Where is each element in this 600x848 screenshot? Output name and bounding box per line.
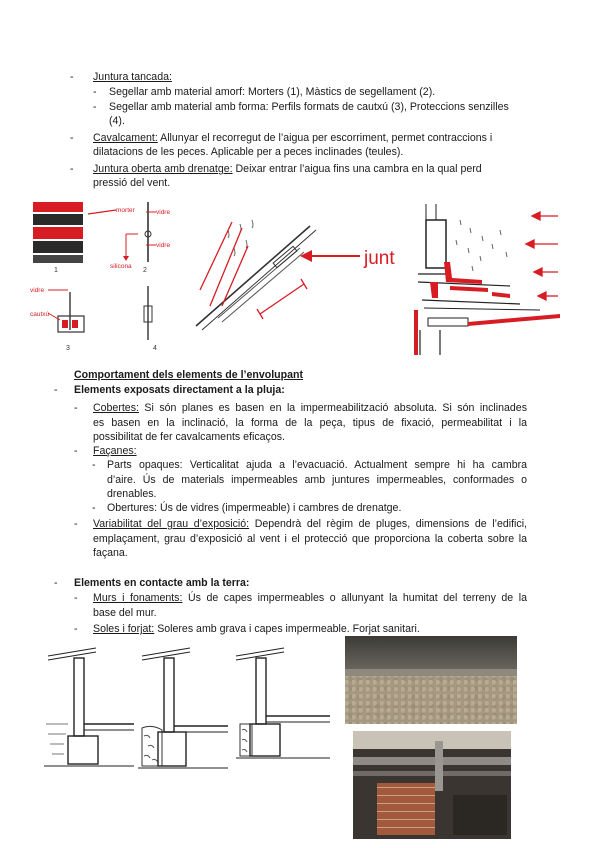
cavalcament-text: Allunyar el recorregut de l’aigua per escorriment, permet contraccions i	[157, 132, 493, 144]
variabilitat-label: Variabilitat del grau d’exposició:	[93, 518, 250, 530]
dimension-line	[257, 279, 307, 319]
subsection-heading: Elements exposats directament a la pluja:	[74, 384, 285, 396]
gravel-layer	[345, 673, 517, 724]
soles-text: Soleres amb grava i capes impermeable. Forjat sanitari.	[154, 623, 420, 635]
bullet-dash: -	[70, 71, 74, 83]
foundation-sketch-3	[236, 648, 330, 758]
cobertes-text: Si són planes es basen en la impermeabilització absoluta. Si són inclinades	[138, 402, 527, 414]
list-item: possibilitat de fer cavalcaments eficaços.	[93, 431, 285, 444]
cobertes-paragraph	[93, 401, 527, 445]
bullet-dash: -	[92, 502, 96, 514]
dark-void	[453, 795, 507, 835]
foundation-sketch-2	[138, 648, 228, 768]
bullet-dash: -	[74, 402, 78, 414]
label-morter: morter	[116, 207, 135, 214]
pipe-horizontal	[353, 771, 511, 776]
murs-paragraph	[93, 591, 527, 620]
drained-joint-figure	[410, 200, 560, 355]
cobertes-label: Cobertes:	[93, 402, 139, 414]
mortar-joint-sketch	[33, 202, 116, 263]
juntura-oberta-line	[93, 162, 482, 177]
brick-pillar	[377, 783, 435, 835]
label-n4: 4	[153, 345, 157, 352]
joint-types-figure	[28, 200, 178, 360]
soles-label: Soles i forjat:	[93, 623, 155, 635]
label-vidre-c: vidre	[30, 287, 45, 294]
bullet-dash: -	[54, 384, 58, 396]
list-item: emplaçament, grau d’exposició al vent i el protecció que proporciona la coberta sobre la	[93, 532, 527, 545]
cavalcament-line	[93, 131, 492, 146]
bullet-dash: -	[93, 86, 97, 98]
section-heading: Comportament dels elements de l’envolupant	[74, 369, 303, 381]
list-item: es basen en la inclinació, la forma de la peça, tipus de fixació, permeabilitat i la	[93, 416, 527, 429]
bullet-dash: -	[74, 623, 78, 635]
sanitary-slab-photo	[353, 731, 511, 839]
gravel-slab-photo	[345, 636, 517, 724]
bullet-dash: -	[54, 577, 58, 589]
juntura-oberta-text: Deixar entrar l’aigua fins una cambra en la qual perd	[232, 163, 482, 175]
list-item: pressió del vent.	[93, 177, 171, 189]
junt-arrow	[300, 250, 360, 262]
rain-drops	[456, 220, 507, 271]
bullet-dash: -	[74, 592, 78, 604]
pipe-vertical	[435, 741, 443, 791]
subsection-heading: Elements en contacte amb la terra:	[74, 577, 250, 589]
foundation-sketch-1	[44, 648, 134, 766]
list-item: Segellar amb material amb forma: Perfils formats de cautxú (3), Proteccions senzilles	[109, 101, 509, 113]
bullet-dash: -	[74, 518, 78, 530]
simple-protection-sketch	[144, 286, 152, 340]
drip-arrows	[200, 222, 248, 306]
bullet-dash: -	[74, 445, 78, 457]
juntura-oberta-label: Juntura oberta amb drenatge:	[93, 163, 233, 175]
bullet-dash: -	[92, 459, 96, 471]
facanes-label: Façanes:	[93, 445, 137, 457]
list-item: base del mur.	[93, 606, 157, 619]
variabilitat-text: Dependrà del règim de pluges, dimensions de l’edifici,	[249, 518, 527, 530]
label-n1: 1	[54, 267, 58, 274]
label-silicona: silicona	[110, 263, 132, 270]
murs-text: Ús de capes impermeables o allunyant la humitat del terreny de la	[182, 592, 527, 604]
label-vidre-a: vidre	[156, 209, 171, 216]
label-cautxu: cautxú	[30, 311, 50, 318]
bullet-dash: -	[70, 163, 74, 175]
slab-underside	[353, 731, 511, 749]
murs-label: Murs i fonaments:	[93, 592, 183, 604]
soles-line	[93, 622, 420, 637]
list-item: Segellar amb material amorf: Morters (1), Màstics de segellament (2).	[109, 86, 436, 98]
parts-opaques-paragraph	[107, 458, 527, 502]
overlapping-panels-sketch	[196, 220, 316, 330]
pipe-horizontal	[353, 757, 511, 765]
label-vidre-b: vidre	[156, 242, 171, 249]
list-item: dilatacions de les peces. Aplicable per a peces inclinades (teules).	[93, 146, 404, 158]
label-junt: junt	[364, 248, 395, 269]
variabilitat-paragraph	[93, 517, 527, 561]
foundation-sketches-figure	[44, 644, 334, 774]
slab-edge	[345, 669, 517, 676]
rubber-profile-sketch	[48, 290, 84, 332]
list-item: drenables.	[107, 488, 157, 501]
list-item: d’aire. Ús de materials impermeables amb juntures impermeables, conformades o	[107, 473, 527, 486]
wind-arrows	[526, 212, 558, 300]
wall-section-sketch	[418, 204, 540, 355]
photo-background	[345, 636, 517, 673]
list-item: (4).	[109, 115, 125, 127]
cavalcament-label: Cavalcament:	[93, 132, 158, 144]
overlap-joint-figure	[188, 206, 400, 336]
obertures-line: Obertures: Ús de vidres (impermeable) i cambres de drenatge.	[107, 502, 402, 514]
label-n2: 2	[143, 267, 147, 274]
list-item: Parts opaques: Verticalitat ajuda a l’evacuació. Actualment sempre hi ha cambra	[107, 459, 527, 471]
bullet-dash: -	[70, 132, 74, 144]
juntura-tancada-label: Juntura tancada:	[93, 71, 172, 83]
list-item: façana.	[93, 547, 128, 560]
label-n3: 3	[66, 345, 70, 352]
bullet-dash: -	[93, 101, 97, 113]
